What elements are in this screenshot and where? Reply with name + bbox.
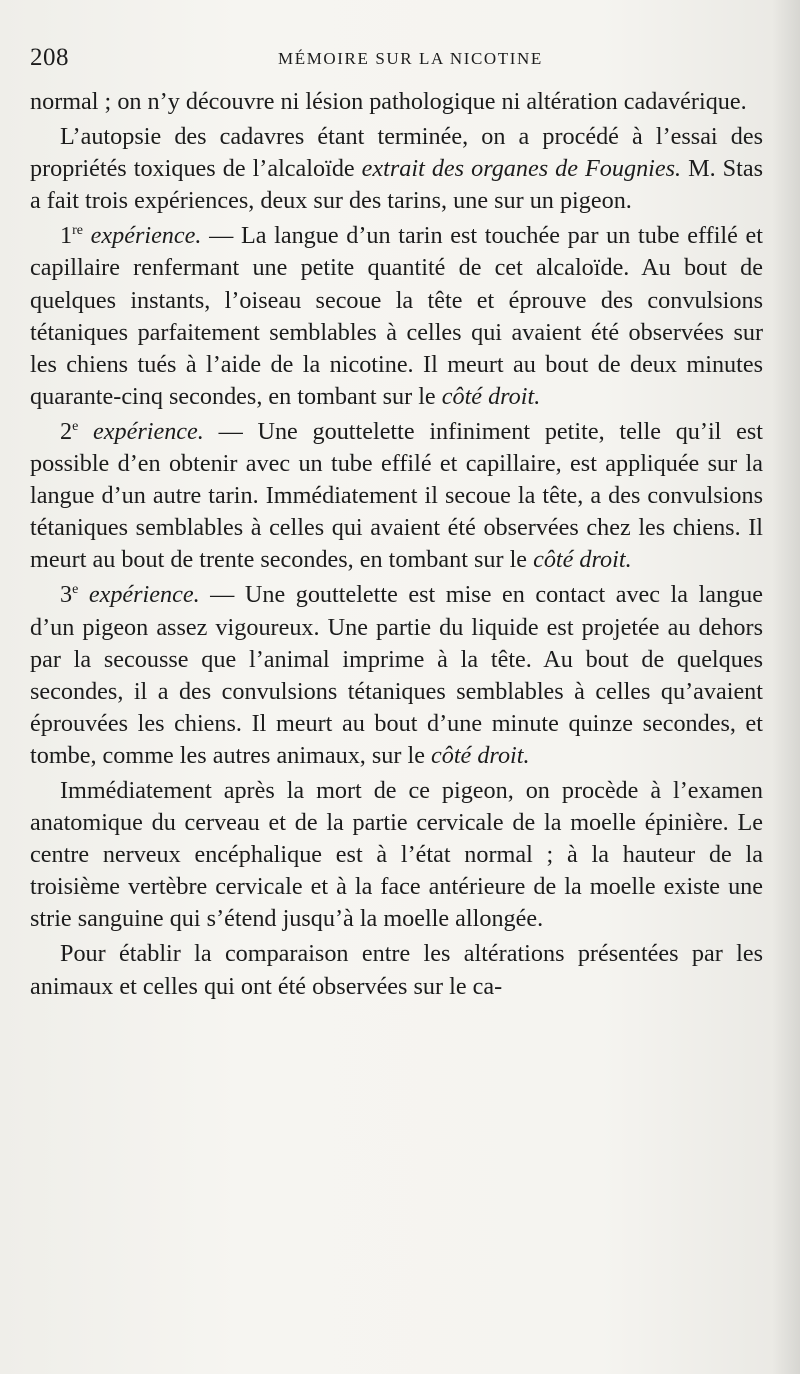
experience-label: expérience. xyxy=(78,417,204,445)
paragraph-text: — Une gouttelette est mise en contact avec la langue d’un pigeon assez vigoureux. Une partie du liquide est projetée au dehors par la secousse que l’animal imprime à la tête. Au bout de quelques secondes, il a des convulsions tétaniques semblables à celles qu’avaient éprouvées les chiens. Il meurt au bout d’une minute quinze secondes, et tombe, comme les autres animaux, sur le xyxy=(30,581,764,769)
paragraph-experience-3 xyxy=(30,579,763,772)
paragraph-text: — Une gouttelette infiniment petite, telle qu’il est possible d’en obtenir avec un tube effilé et capillaire, est appliquée sur la langue d’un autre tarin. Immédiatement il secoue la tête, a des convulsions tétaniques semblables à celles qui avaient été observées chez les chiens. Il meurt au bout de trente secondes, en tombant sur le xyxy=(30,417,763,574)
paragraph-text: normal ; on n’y découvre ni lésion pathologique ni altération cadavérique. xyxy=(30,88,747,115)
paragraph-autopsy xyxy=(30,121,763,217)
page-number: 208 xyxy=(30,44,69,71)
body-text xyxy=(30,86,763,1006)
italic-phrase: côté droit. xyxy=(533,546,632,574)
paragraph-anatomy xyxy=(30,775,763,935)
experience-number: 3 xyxy=(60,581,73,609)
experience-label: expérience. xyxy=(78,581,200,609)
paragraph-text: M. Stas a fait trois expériences, deux sur des tarins, une sur un pigeon. xyxy=(30,155,763,215)
paragraph-experience-2 xyxy=(30,416,763,576)
paragraph-experience-1 xyxy=(30,220,763,413)
paragraph-text: — La langue d’un tarin est touchée par un tube effilé et capillaire renfermant une petite quantité de cet alcaloïde. Au bout de quelques instants, l’oiseau secoue la tête et éprouve des convulsions tétaniques parfaitement semblables à celles qui avaient été observées sur les chiens tués à l’aide de la nicotine. Il meurt au bout de deux minutes quarante-cinq secondes, en tombant sur le xyxy=(30,222,764,410)
experience-number: 1 xyxy=(60,222,73,250)
paragraph-text: Pour établir la comparaison entre les altérations présentées par les animaux et celles qui ont été observées sur le ca- xyxy=(30,940,763,1000)
italic-phrase: côté droit. xyxy=(441,382,541,410)
paragraph-continuation xyxy=(30,86,763,118)
ordinal-superscript: e xyxy=(72,582,79,598)
experience-number: 2 xyxy=(60,417,73,445)
paragraph-text: L’autopsie des cadavres étant terminée, on a procédé à l’essai des propriétés toxiques de l’alcaloïde xyxy=(30,123,763,183)
running-title: MÉMOIRE SUR LA NICOTINE xyxy=(278,49,543,68)
italic-phrase: côté droit. xyxy=(431,741,530,769)
paragraph-text: Immédiatement après la mort de ce pigeon, on procède à l’examen anatomique du cerveau et de la partie cervicale de la moelle épinière. Le centre nerveux encéphalique est à l’état normal ; à la hauteur de la troisième vertèbre cervicale et à la face antérieure de la moelle existe une strie sanguine qui s’étend jusqu’à la moelle allongée. xyxy=(30,776,763,933)
experience-label: expérience. xyxy=(82,222,202,250)
ordinal-superscript: re xyxy=(72,223,83,239)
ordinal-superscript: e xyxy=(72,418,79,434)
paragraph-comparison xyxy=(30,938,763,1002)
italic-phrase: extrait des organes de Fougnies. xyxy=(361,155,682,183)
page-edge-shadow xyxy=(772,0,800,1374)
page-header xyxy=(30,44,770,80)
